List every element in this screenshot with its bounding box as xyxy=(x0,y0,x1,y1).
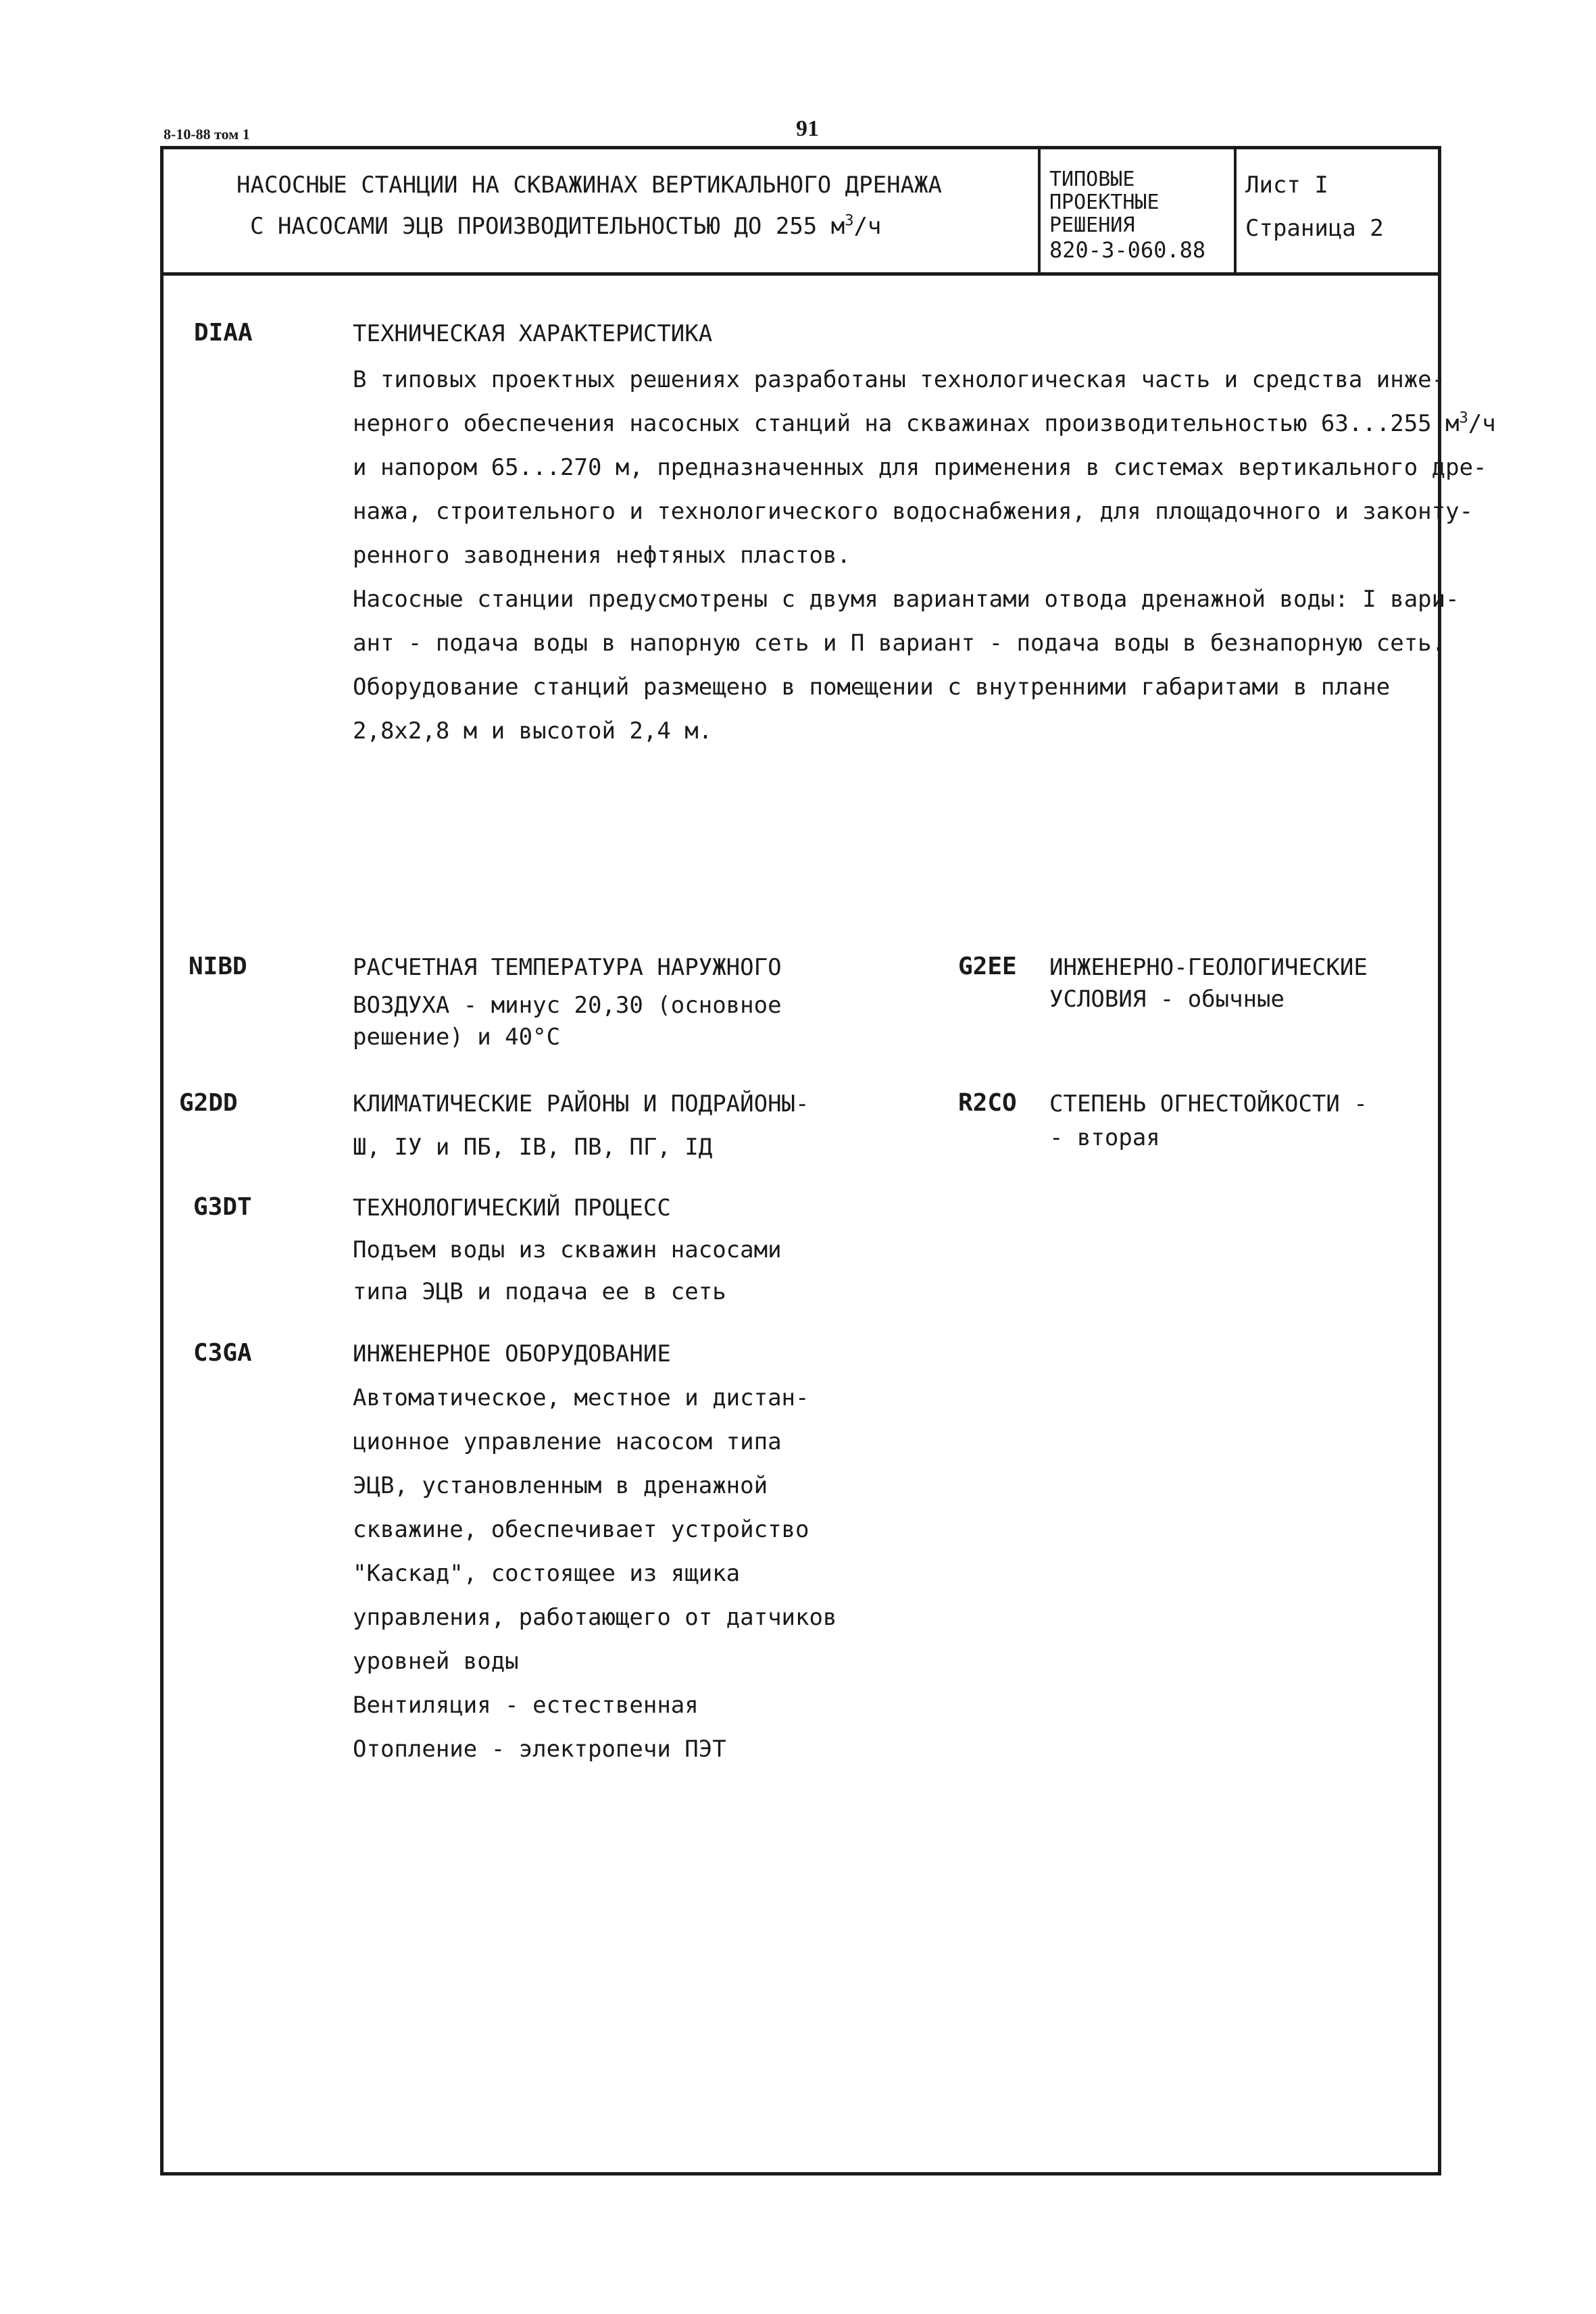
paragraph-line: В типовых проектных решениях разработаны технологическая часть и средства инже- xyxy=(353,366,1446,393)
paragraph-line: ант - подача воды в напорную сеть и П вариант - подача воды в безнапорную сеть. xyxy=(353,630,1446,657)
equipment-heading: ИНЖЕНЕРНОЕ ОБОРУДОВАНИЕ xyxy=(353,1340,671,1367)
process-line: Подъем воды из скважин насосами xyxy=(353,1236,782,1263)
equipment-line: управления, работающего от датчиков xyxy=(353,1604,837,1631)
outdoor-temp-line: решение) и 40°С xyxy=(353,1024,561,1051)
paragraph-line: нажа, строительного и технологического водоснабжения, для площадочного и законту- xyxy=(353,498,1474,525)
equipment-line: Вентиляция - естественная xyxy=(353,1692,699,1719)
code-g2dd: G2DD xyxy=(179,1089,238,1117)
header-title-line-1: НАСОСНЫЕ СТАНЦИИ НА СКВАЖИНАХ ВЕРТИКАЛЬНОГО ДРЕНАЖА xyxy=(236,172,942,199)
header-divider-2 xyxy=(1234,146,1237,274)
climate-value: Ш, IУ и ПБ, IВ, ПВ, ПГ, IД xyxy=(353,1134,713,1161)
code-diaa: DIAA xyxy=(194,319,253,347)
header-divider-1 xyxy=(1038,146,1041,274)
fire-resistance-heading: СТЕПЕНЬ ОГНЕСТОЙКОСТИ - xyxy=(1049,1090,1368,1117)
climate-heading: КЛИМАТИЧЕСКИЕ РАЙОНЫ И ПОДРАЙОНЫ- xyxy=(353,1090,809,1117)
code-nibd: NIBD xyxy=(189,953,247,980)
header-divider xyxy=(160,272,1441,276)
header-title-line-2: С НАСОСАМИ ЭЦВ ПРОИЗВОДИТЕЛЬНОСТЬЮ ДО 255 $м^3/ч$ xyxy=(250,212,882,240)
process-line: типа ЭЦВ и подача ее в сеть xyxy=(353,1278,726,1305)
code-g3dt: G3DT xyxy=(193,1193,252,1221)
equipment-line: Отопление - электропечи ПЭТ xyxy=(353,1736,726,1763)
code-r2co: R2CO xyxy=(958,1089,1017,1117)
series-label-1: ТИПОВЫЕ xyxy=(1049,168,1135,191)
paragraph-line: ренного заводнения нефтяных пластов. xyxy=(353,542,851,569)
geology-heading: ИНЖЕНЕРНО-ГЕОЛОГИЧЕСКИЕ xyxy=(1049,954,1368,981)
equipment-line: уровней воды xyxy=(353,1648,519,1675)
sheet-number: Лист I xyxy=(1245,172,1328,199)
geology-value: УСЛОВИЯ - обычные xyxy=(1049,986,1285,1013)
page-label: Страница 2 xyxy=(1245,215,1384,242)
equipment-line: ЭЦВ, установленным в дренажной xyxy=(353,1472,768,1499)
equipment-line: ционное управление насосом типа xyxy=(353,1428,782,1455)
fire-resistance-value: - вторая xyxy=(1049,1124,1160,1151)
page-number: 91 xyxy=(796,116,819,141)
equipment-line: Автоматическое, местное и дистан- xyxy=(353,1384,809,1411)
code-c3ga: C3GA xyxy=(193,1339,252,1367)
equipment-line: скважине, обеспечивает устройство xyxy=(353,1516,809,1543)
outdoor-temp-line: ВОЗДУХА - минус 20,30 (основное xyxy=(353,992,782,1019)
paragraph-line: 2,8х2,8 м и высотой 2,4 м. xyxy=(353,718,713,745)
outdoor-temp-heading: РАСЧЕТНАЯ ТЕМПЕРАТУРА НАРУЖНОГО xyxy=(353,954,782,981)
code-g2ee: G2EE xyxy=(958,953,1017,980)
series-number: 820-3-060.88 xyxy=(1049,237,1206,263)
paragraph-line: нерного обеспечения насосных станций на скважинах производительностью 63...255 $м^3/ч$ xyxy=(353,409,1496,437)
series-label-2: ПРОЕКТНЫЕ xyxy=(1049,191,1159,214)
section-heading: ТЕХНИЧЕСКАЯ ХАРАКТЕРИСТИКА xyxy=(353,320,713,347)
paragraph-line: Оборудование станций размещено в помещении с внутренними габаритами в плане xyxy=(353,674,1391,701)
series-label-3: РЕШЕНИЯ xyxy=(1049,213,1135,237)
process-heading: ТЕХНОЛОГИЧЕСКИЙ ПРОЦЕСС xyxy=(353,1194,671,1222)
equipment-line: "Каскад", состоящее из ящика xyxy=(353,1560,741,1587)
series-volume-label: 8-10-88 том 1 xyxy=(164,126,250,143)
paragraph-line: и напором 65...270 м, предназначенных для применения в системах вертикального дре- xyxy=(353,454,1487,481)
paragraph-line: Насосные станции предусмотрены с двумя вариантами отвода дренажной воды: I вари- xyxy=(353,586,1460,613)
